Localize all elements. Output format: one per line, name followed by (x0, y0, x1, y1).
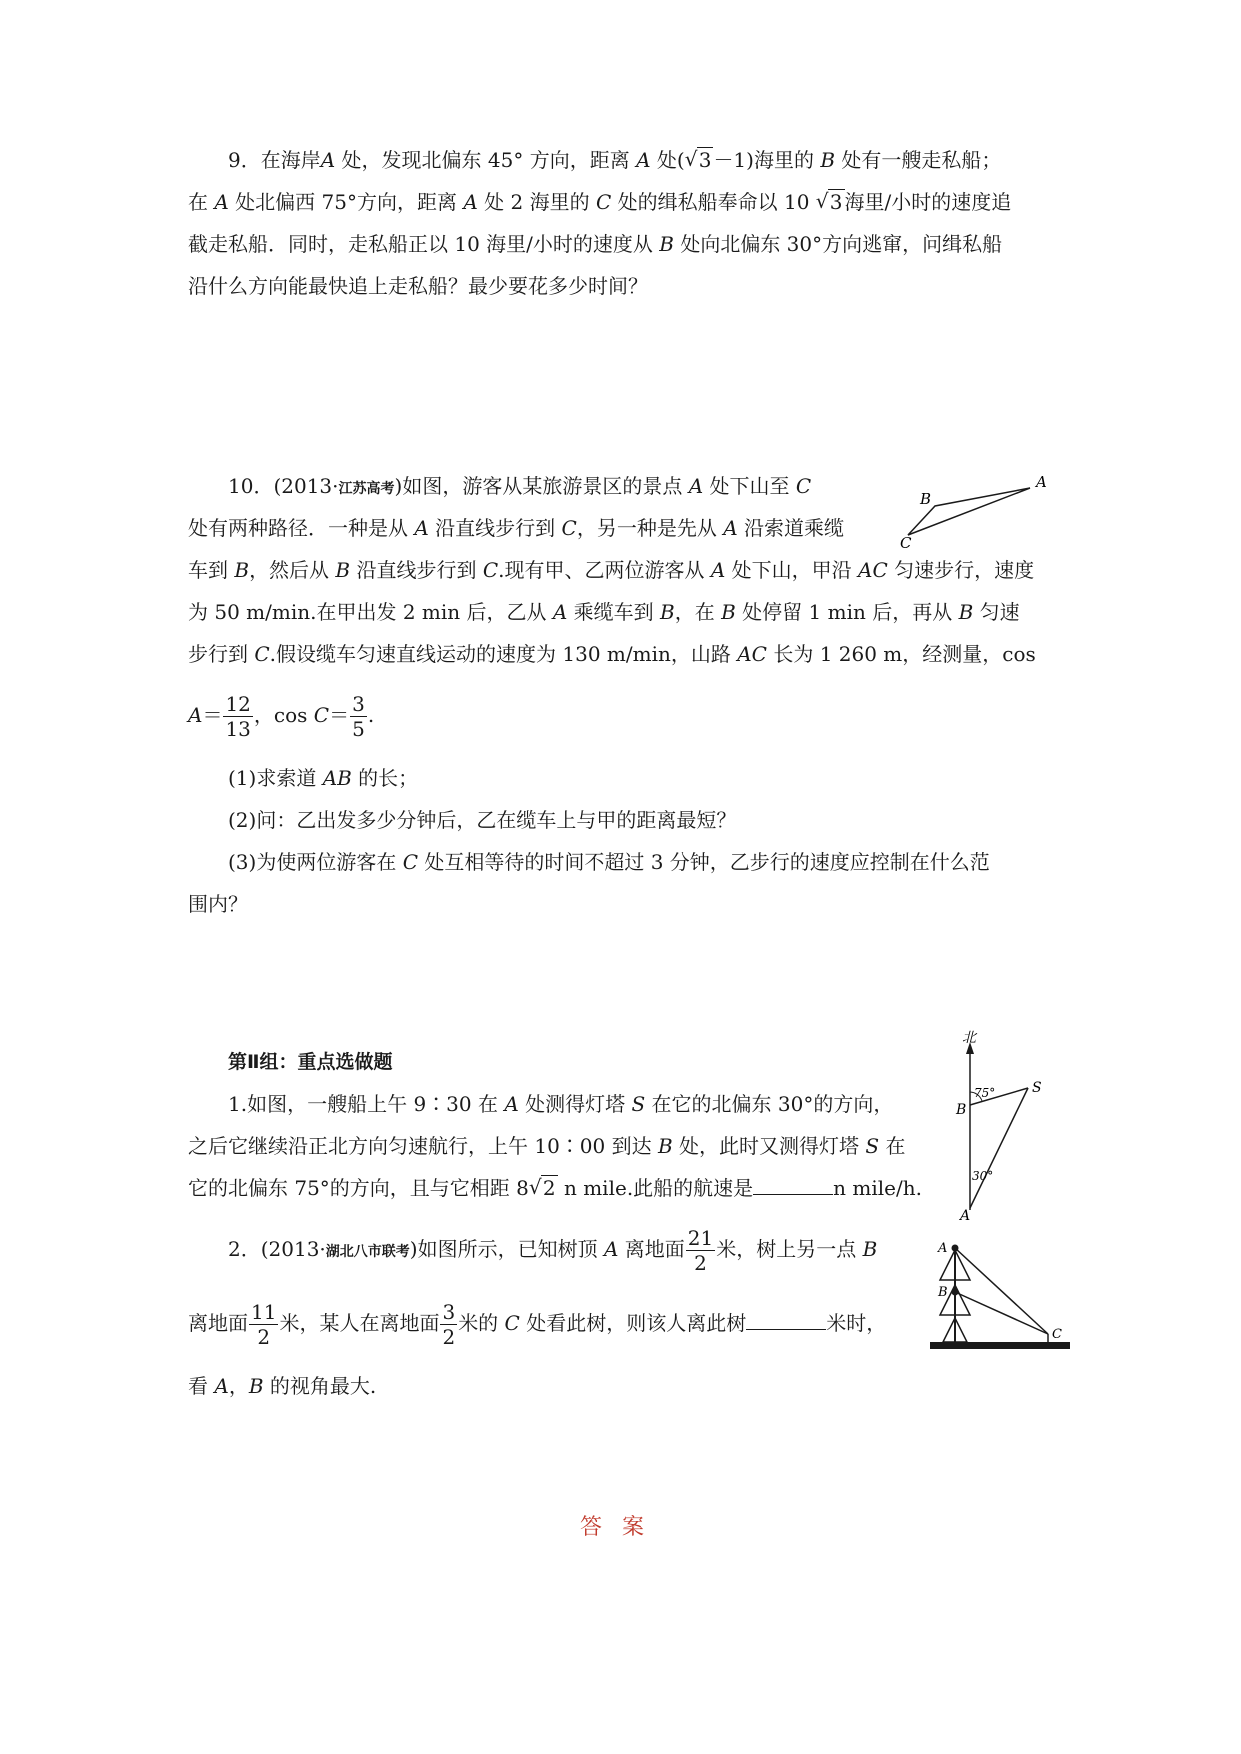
answer-blank[interactable] (746, 1309, 826, 1330)
label-C: C (900, 534, 912, 550)
q10-triangle-figure (900, 470, 1060, 550)
label-A: A (938, 1241, 948, 1256)
answer-heading: 答案 (580, 1515, 665, 1540)
label-B: B (920, 490, 932, 508)
q10-part-3: (3)为使两位游客在 C 处互相等待的时间不超过 3 分钟，乙步行的速度应控制在什么范 (228, 850, 990, 874)
source-tag: 江苏高考 (338, 481, 395, 497)
label-B: B (938, 1285, 948, 1300)
sqrt-3: √ 3 (685, 146, 714, 174)
segment-as (970, 1088, 1028, 1208)
fraction: $\frac{3}{2}$ (442, 1300, 456, 1349)
g2-q1-line-3: 它的北偏东 75°的方向，且与它相距 8√ 2 n mile.此船的航速是 n mile/h. (188, 1174, 922, 1202)
label-C: C (1052, 1327, 1062, 1342)
g2-q1-line-2: 之后它继续沿正北方向匀速航行，上午 10∶00 到达 B 处，此时又测得灯塔 S 在 (188, 1134, 906, 1158)
q10-line-1: 10．(2013·江苏高考)如图，游客从某旅游景区的景点 A 处下山至 C (228, 474, 812, 498)
label-75: 75° (974, 1086, 996, 1100)
label-30: 30° (972, 1169, 994, 1183)
group2-title: 第Ⅱ组：重点选做题 (228, 1051, 393, 1073)
fraction: $\frac{12}{13}$ (225, 692, 251, 741)
label-north: 北 (962, 1030, 976, 1046)
sqrt-2: √ 2 (529, 1174, 558, 1202)
label-B: B (956, 1102, 967, 1118)
q9-line-3: 截走私船．同时，走私船正以 10 海里/小时的速度从 B 处向北偏东 30°方向逃窜，问缉私船 (188, 232, 1003, 256)
answer-blank[interactable] (753, 1174, 833, 1195)
q10-line-3: 车到 B，然后从 B 沿直线步行到 C.现有甲、乙两位游客从 A 处下山，甲沿 AC 匀速步行，速度 (188, 558, 1035, 582)
q10-part-1: (1)求索道 AB 的长； (228, 766, 419, 790)
g2-q1-line-1: 1.如图，一艘船上午 9∶30 在 A 处测得灯塔 S 在它的北偏东 30°的方向， (228, 1092, 894, 1116)
fraction: $\frac{11}{2}$ (251, 1300, 277, 1349)
q10-part-2: (2)问：乙出发多少分钟后，乙在缆车上与甲的距离最短？ (228, 808, 737, 832)
fraction: $\frac{3}{5}$ (352, 692, 365, 741)
sight-line-a (955, 1248, 1048, 1334)
q10-line-5: 步行到 C.假设缆车匀速直线运动的速度为 130 m/min，山路 AC 长为 1 260 m，经测量，cos (188, 642, 1036, 666)
source-tag: 湖北八市联考 (325, 1244, 410, 1260)
q10-line-4: 为 50 m/min.在甲出发 2 min 后，乙从 A 乘缆车到 B，在 B 处停留 1 min 后，再从 B 匀速 (188, 600, 1020, 624)
q10-part-3-cont: 围内？ (188, 892, 248, 916)
q10-line-2: 处有两种路径．一种是从 A 沿直线步行到 C，另一种是先从 A 沿索道乘缆 (188, 516, 845, 540)
label-A: A (1036, 473, 1047, 491)
ground (930, 1342, 1070, 1349)
q9-line-4: 沿什么方向能最快追上走私船？最少要花多少时间？ (188, 274, 648, 298)
fraction: $\frac{21}{2}$ (687, 1226, 714, 1275)
g2-q2-line-1: 2．(2013·湖北八市联考)如图所示，已知树顶 A 离地面 $\frac{21}{2}$ 米，树上另一点 B (228, 1226, 878, 1275)
g2-q2-line-2: 离地面 $\frac{11}{2}$ 米，某人在离地面 $\frac{3}{2}$ 米的 C 处看此树，则该人离此树 米时， (188, 1300, 887, 1349)
label-S: S (1032, 1080, 1042, 1096)
q10-line-6: A＝ $\frac{12}{13}$ ，cos C＝ $\frac{3}{5}$ . (188, 692, 375, 741)
label-A: A (960, 1208, 971, 1220)
sqrt-3: √ 3 (816, 188, 845, 216)
q2-tree-figure (930, 1240, 1070, 1355)
g2-q2-line-3: 看 A，B 的视角最大. (188, 1374, 377, 1398)
q9-line-2: 在 A 处北偏西 75°方向，距离 A 处 2 海里的 C 处的缉私船奉命以 10 √ 3 海里/小时的速度追 (188, 188, 1011, 216)
q1-navigation-figure (950, 1030, 1050, 1220)
q9-line-1: 9．在海岸A 处，发现北偏东 45° 方向，距离 A 处(√ 3 －1)海里的 B 处有一艘走私船； (228, 146, 1001, 174)
